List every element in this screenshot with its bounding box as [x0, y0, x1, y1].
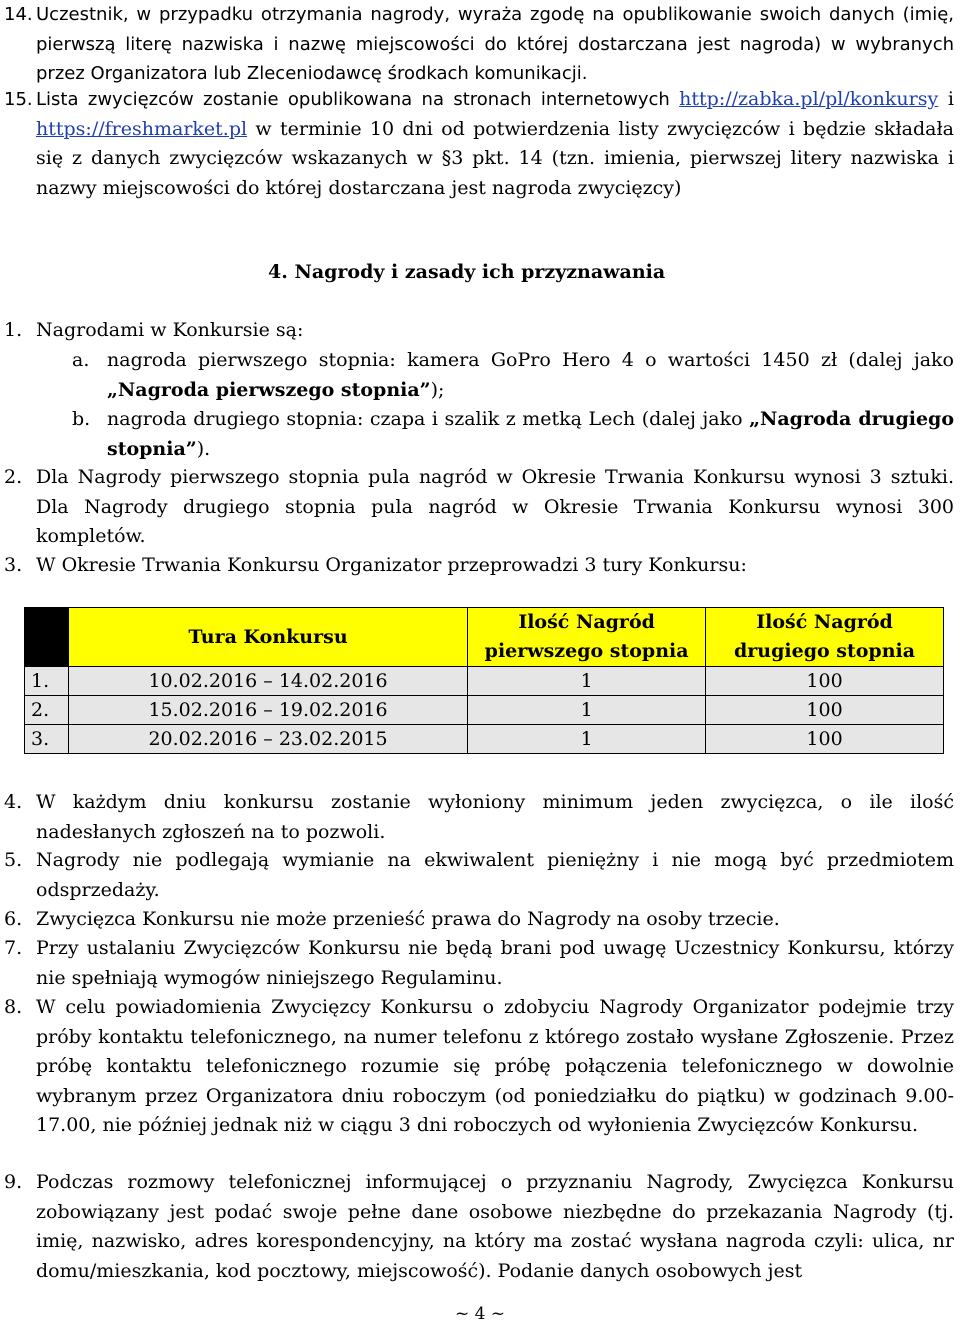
- item-text-end: );: [430, 378, 445, 401]
- prize-name: „Nagroda pierwszego stopnia”: [107, 378, 431, 401]
- link-zabka[interactable]: http://zabka.pl/pl/konkursy: [679, 88, 939, 110]
- item-number: 15.: [4, 89, 33, 110]
- list-item-6: [0, 905, 960, 935]
- row-second-count: 100: [706, 667, 944, 696]
- row-number: 3.: [25, 725, 69, 754]
- column-header-first-prizes: Ilość Nagród pierwszego stopnia: [468, 608, 706, 667]
- item-text: Lista zwycięzców zostanie opublikowana na stronach internetowych: [36, 89, 680, 110]
- item-text: W każdym dniu konkursu zostanie wyłoniony minimum jeden zwycięzca, o ile ilość nadesłanych zgłoszeń na to pozwoli.: [36, 791, 954, 843]
- row-number: 2.: [25, 696, 69, 725]
- list-item-2: [0, 463, 960, 552]
- row-second-count: 100: [706, 696, 944, 725]
- row-second-count: 100: [706, 725, 944, 754]
- row-number: 1.: [25, 667, 69, 696]
- item-text-end: ).: [196, 437, 211, 460]
- item-text: Zwycięzca Konkursu nie może przenieść prawa do Nagrody na osoby trzecie.: [36, 908, 780, 930]
- list-item-1b: [0, 405, 960, 464]
- row-dates: 10.02.2016 – 14.02.2016: [68, 667, 467, 696]
- item-text-continued: w terminie 10 dni od potwierdzenia listy zwycięzców i będzie składała się z danych zwycięzców wskazanych w §3 pkt. 14 (tzn. imienia, pierwszej litery nazwiska i nazwy miejscowości do której dostarczana jest nagroda zwycięzcy): [36, 117, 954, 199]
- item-text: nagroda drugiego stopnia: czapa i szalik z metką Lech (dalej jako: [107, 408, 750, 430]
- section-heading: 4. Nagrody i zasady ich przyznawania: [268, 261, 666, 283]
- list-item-8: [0, 993, 960, 1141]
- list-item-14: [0, 0, 960, 89]
- column-header-second-prizes: Ilość Nagród drugiego stopnia: [706, 608, 944, 667]
- link-freshmarket[interactable]: https://freshmarket.pl: [36, 117, 248, 140]
- item-text: nagroda pierwszego stopnia: kamera GoPro Hero 4 o wartości 1450 zł (dalej jako: [107, 349, 954, 371]
- item-number: 8.: [4, 996, 23, 1018]
- list-item-4: [0, 788, 960, 847]
- item-number: 7.: [4, 937, 23, 959]
- list-item-7: [0, 934, 960, 993]
- item-number: 2.: [4, 466, 23, 488]
- list-item-1a: [0, 346, 960, 405]
- page-number: ~ 4 ~: [454, 1304, 506, 1324]
- column-header-tura: Tura Konkursu: [68, 608, 467, 667]
- item-number: 3.: [4, 554, 23, 576]
- item-letter: b.: [72, 408, 91, 430]
- list-item-5: [0, 846, 960, 905]
- conjunction: i: [938, 88, 954, 110]
- item-text: Nagrody nie podlegają wymianie na ekwiwalent pieniężny i nie mogą być przedmiotem odsprzedaży.: [36, 849, 954, 901]
- list-item-1: [0, 316, 960, 346]
- item-text: W Okresie Trwania Konkursu Organizator przeprowadzi 3 tury Konkursu:: [36, 554, 747, 576]
- row-first-count: 1: [468, 725, 706, 754]
- item-number: 6.: [4, 908, 23, 930]
- table-row: [25, 667, 944, 696]
- list-item-3: [0, 551, 960, 581]
- header-corner: [25, 608, 69, 667]
- row-dates: 15.02.2016 – 19.02.2016: [68, 696, 467, 725]
- row-first-count: 1: [468, 667, 706, 696]
- item-text: Podczas rozmowy telefonicznej informującej o przyznaniu Nagrody, Zwycięzca Konkursu zobowiązany jest podać swoje pełne dane osobowe niezbędne do przekazania Nagrody (tj. imię, nazwisko, adres korespondencyjny, na który ma zostać wysłana nagroda czyli: ulica, nr domu/mieszkania, kod pocztowy, miejscowość). Podanie danych osobowych jest: [36, 1171, 954, 1282]
- item-number: 14.: [4, 4, 33, 25]
- prize-name: „Nagroda drugiego stopnia”: [107, 408, 954, 460]
- item-number: 5.: [4, 849, 23, 871]
- table-row: [25, 696, 944, 725]
- item-text: Przy ustalaniu Zwycięzców Konkursu nie będą brani pod uwagę Uczestnicy Konkursu, którzy nie spełniają wymogów niniejszego Regulaminu.: [36, 937, 954, 989]
- row-dates: 20.02.2016 – 23.02.2015: [68, 725, 467, 754]
- item-text: Nagrodami w Konkursie są:: [36, 319, 304, 341]
- item-number: 1.: [4, 319, 23, 341]
- prize-table: [24, 607, 944, 754]
- table-row: [25, 725, 944, 754]
- item-text: Dla Nagrody pierwszego stopnia pula nagród w Okresie Trwania Konkursu wynosi 3 sztuki. Dla Nagrody drugiego stopnia pula nagród w Okresie Trwania Konkursu wynosi 300 kompletów.: [36, 466, 954, 547]
- item-number: 4.: [4, 791, 23, 813]
- item-text: Uczestnik, w przypadku otrzymania nagrody, wyraża zgodę na opublikowanie swoich danych (imię, pierwszą literę nazwiska i nazwę miejscowości do której dostarczana jest nagroda) w wybranych przez Organizatora lub Zleceniodawcę środkach komunikacji.: [36, 4, 954, 84]
- item-letter: a.: [72, 349, 90, 371]
- item-number: 9.: [4, 1171, 23, 1193]
- list-item-15: [0, 85, 960, 203]
- list-item-9: [0, 1168, 960, 1286]
- row-first-count: 1: [468, 696, 706, 725]
- table-header-row: [25, 608, 944, 667]
- item-text: W celu powiadomienia Zwycięzcy Konkursu o zdobyciu Nagrody Organizator podejmie trzy próby kontaktu telefonicznego, na numer telefonu z którego zostało wysłane Zgłoszenie. Przez próbę kontaktu telefonicznego rozumie się próbę połączenia telefonicznego w dowolnie wybranym przez Organizatora dniu roboczym (od poniedziałku do piątku) w godzinach 9.00-17.00, nie później jednak niż w ciągu 3 dni roboczych od wyłonienia Zwycięzców Konkursu.: [36, 996, 954, 1136]
